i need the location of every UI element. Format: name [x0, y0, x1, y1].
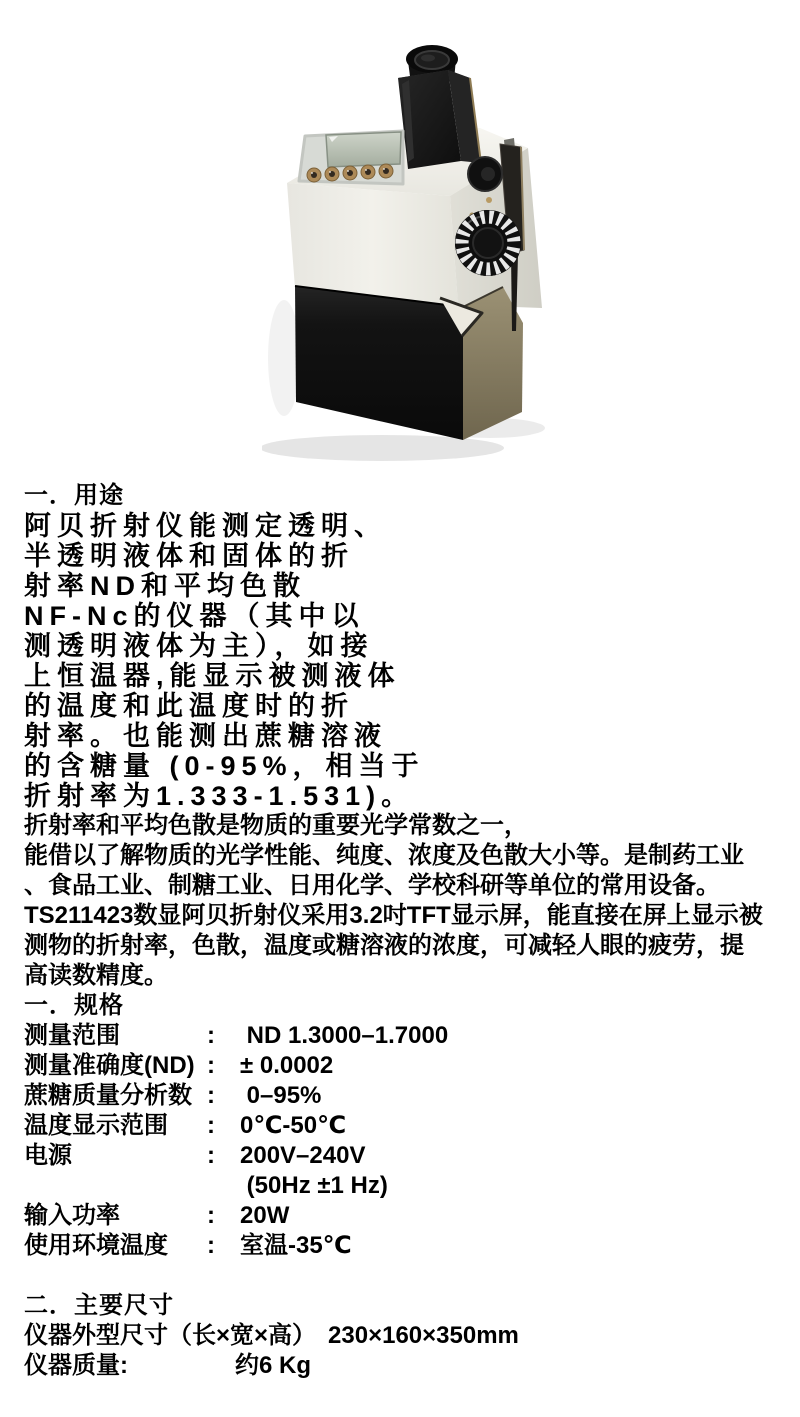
- spec-value: 0–95%: [240, 1082, 322, 1109]
- usage-line: 高读数精度。: [24, 962, 168, 989]
- spec-colon: :: [207, 1112, 215, 1139]
- product-photo: [262, 28, 552, 473]
- section-spacer: [24, 1261, 786, 1291]
- usage-line: 折射率和平均色散是物质的重要光学常数之一，: [24, 812, 528, 839]
- panel-button-icon: [379, 164, 393, 178]
- usage-line: 射率。也能测出蔗糖溶液: [24, 721, 387, 751]
- usage-line: 阿贝折射仪能测定透明、: [24, 511, 387, 541]
- spec-value: ND 1.3000–1.7000: [240, 1022, 449, 1049]
- usage-line: 射率ND和平均色散: [24, 571, 306, 601]
- spec-value: 室温-35℃: [240, 1232, 352, 1259]
- usage-heading: 一．用途: [24, 482, 124, 509]
- specs-heading: 一．规格: [24, 992, 124, 1019]
- spec-value: (50Hz ±1 Hz): [240, 1172, 388, 1199]
- dimension-row-size: [24, 1321, 786, 1351]
- dimension-value: 约6 Kg: [235, 1352, 312, 1379]
- usage-line: 半透明液体和固体的折: [24, 541, 354, 571]
- dimensions-heading: 二．主要尺寸: [24, 1292, 174, 1319]
- spec-value: ± 0.0002: [240, 1052, 334, 1079]
- usage-line: 测透明液体为主），如接: [24, 631, 374, 661]
- small-knob: [468, 157, 502, 191]
- screw-icon: [486, 197, 492, 203]
- spec-row-accuracy: [24, 1051, 786, 1081]
- panel-button-icon: [361, 165, 375, 179]
- spec-row-measuring-range: [24, 1021, 786, 1051]
- lcd-screen: [326, 132, 401, 167]
- usage-line: NF-Nc的仪器（其中以: [24, 601, 365, 631]
- usage-line: 的温度和此温度时的折: [24, 691, 354, 721]
- spec-colon: :: [207, 1022, 215, 1049]
- spec-label: 温度显示范围: [24, 1112, 168, 1139]
- spec-row-power-supply: [24, 1141, 786, 1171]
- usage-line: 的含糖量 (0-95%，相当于: [24, 751, 425, 781]
- spec-label: 使用环境温度: [24, 1232, 168, 1259]
- usage-line: 上恒温器,能显示被测液体: [24, 661, 401, 691]
- spec-label: 电源: [24, 1142, 72, 1169]
- measurement-knob: [455, 210, 521, 276]
- usage-line: TS211423数显阿贝折射仪采用3.2吋TFT显示屏，能直接在屏上显示被: [24, 902, 763, 929]
- photo-shadow: [262, 435, 504, 461]
- spec-colon: [207, 1171, 219, 1201]
- spec-colon: :: [207, 1142, 215, 1169]
- dimension-label: 仪器质量:: [24, 1352, 128, 1379]
- spec-value: 20W: [240, 1202, 290, 1229]
- spec-row-input-power: [24, 1201, 786, 1231]
- spec-row-frequency: [24, 1171, 786, 1201]
- spec-row-temperature-display: [24, 1111, 786, 1141]
- spec-row-ambient-temperature: [24, 1231, 786, 1261]
- spec-label: 测量准确度(ND): [24, 1052, 195, 1079]
- spec-colon: :: [207, 1052, 215, 1079]
- base-front: [295, 286, 463, 440]
- spec-value: 200V–240V: [240, 1142, 366, 1169]
- usage-line: 、食品工业、制糖工业、日用化学、学校科研等单位的常用设备。: [24, 872, 720, 899]
- body-front-face: [287, 183, 458, 305]
- panel-button-icon: [343, 166, 357, 180]
- spec-colon: :: [207, 1202, 215, 1229]
- spec-colon: :: [207, 1082, 215, 1109]
- usage-line: 测物的折射率，色散，温度或糖溶液的浓度，可减轻人眼的疲劳，提: [24, 932, 744, 959]
- usage-line: 折射率为1.333-1.531)。: [24, 781, 415, 811]
- panel-button-icon: [325, 167, 339, 181]
- document-text: [24, 481, 786, 1381]
- spec-value: 0℃-50℃: [240, 1112, 347, 1139]
- spec-label: 输入功率: [24, 1202, 120, 1229]
- spec-row-sucrose: [24, 1081, 786, 1111]
- dimension-value: 230×160×350mm: [328, 1322, 519, 1349]
- spec-label: [24, 1171, 207, 1201]
- spec-label: 测量范围: [24, 1022, 120, 1049]
- panel-button-icon: [307, 168, 321, 182]
- dimension-row-weight: [24, 1351, 786, 1381]
- usage-line: 能借以了解物质的光学性能、纯度、浓度及色散大小等。是制药工业: [24, 842, 744, 869]
- dimension-label: 仪器外型尺寸（长×宽×高）: [24, 1322, 317, 1349]
- spec-label: 蔗糖质量分析数: [24, 1082, 192, 1109]
- spec-colon: :: [207, 1232, 215, 1259]
